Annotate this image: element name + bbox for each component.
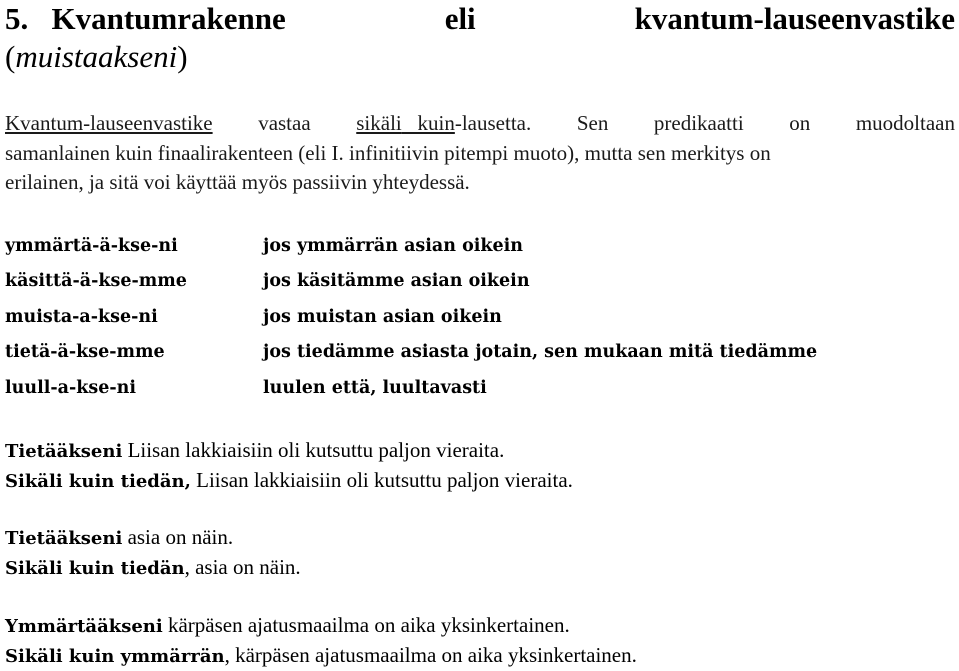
- intro-word: on: [789, 111, 811, 135]
- section-heading: [5, 0, 955, 76]
- heading-word-2: eli: [444, 1, 476, 36]
- example-meaning: jos tiedämme asiasta jotain, sen mukaan mitä tiedämme: [263, 342, 818, 363]
- example-row: [5, 335, 955, 371]
- example-form: käsittä-ä-kse-mme: [5, 271, 187, 292]
- heading-paren-close: ): [177, 39, 188, 74]
- example-sentence: [5, 641, 955, 671]
- reference-term-part-2: kuin: [417, 111, 455, 135]
- example-row: [5, 299, 955, 335]
- example-form: ymmärtä-ä-kse-ni: [5, 235, 178, 256]
- example-meaning: jos muistan asian oikein: [263, 306, 502, 327]
- intro-word: predikaatti: [653, 111, 744, 135]
- sentence-rest: kärpäsen ajatusmaailma on aika yksinkertainen.: [162, 613, 570, 637]
- heading-paren-open: (: [5, 39, 16, 74]
- example-sentence: [5, 523, 955, 553]
- sentence-group-2: [5, 523, 955, 583]
- intro-word: muodoltaan: [855, 111, 955, 135]
- intro-paragraph: [5, 109, 955, 198]
- example-sentence: [5, 466, 955, 496]
- sentence-bold-part: Ymmärtääkseni: [5, 616, 163, 637]
- reference-term-suffix: -lausetta.: [454, 111, 532, 135]
- sentence-rest: , kärpäsen ajatusmaailma on aika yksinkertainen.: [224, 643, 637, 667]
- sentence-rest: Liisan lakkiaisiin oli kutsuttu paljon vieraita.: [122, 438, 505, 462]
- intro-line-3: erilainen, ja sitä voi käyttää myös passiivin yhteydessä.: [5, 170, 470, 194]
- example-form: luull-a-kse-ni: [5, 377, 137, 398]
- sentence-rest: Liisan lakkiaisiin oli kutsuttu paljon vieraita.: [190, 468, 573, 492]
- example-meaning: luulen että, luultavasti: [263, 377, 487, 398]
- sentence-bold-part: Tietääkseni: [5, 441, 123, 462]
- example-sentence: [5, 436, 955, 466]
- example-form: muista-a-kse-ni: [5, 306, 158, 327]
- reference-term-part-1: sikäli: [356, 111, 402, 135]
- heading-word-1: Kvantumrakenne: [51, 1, 286, 36]
- examples-table: [5, 228, 955, 406]
- term-link: Kvantum-lauseenvastike: [5, 111, 213, 135]
- example-row: [5, 370, 955, 406]
- sentence-rest: , asia on näin.: [184, 555, 301, 579]
- heading-number: 5.: [5, 1, 29, 36]
- sentence-bold-part: Sikäli kuin ymmärrän: [5, 646, 225, 667]
- example-row: [5, 228, 955, 264]
- sentence-group-3: [5, 611, 955, 671]
- intro-line-1: [5, 109, 955, 139]
- example-form: tietä-ä-kse-mme: [5, 342, 165, 363]
- heading-word-3: kvantum-lauseenvastike: [634, 1, 955, 36]
- heading-line-2: [5, 38, 955, 76]
- intro-line-2: samanlainen kuin finaalirakenteen (eli I. infinitiivin pitempi muoto), mutta sen merkitys on: [5, 140, 771, 165]
- sentence-bold-part: Sikäli kuin tiedän: [5, 558, 185, 579]
- heading-line-1: [5, 0, 955, 38]
- example-row: [5, 264, 955, 300]
- sentence-group-1: [5, 436, 955, 496]
- intro-word: vastaa: [258, 111, 311, 135]
- sentence-rest: asia on näin.: [122, 525, 234, 549]
- example-meaning: jos käsitämme asian oikein: [263, 271, 530, 292]
- sentence-bold-part: Sikäli kuin tiedän,: [5, 471, 191, 492]
- heading-subtitle: muistaakseni: [15, 39, 178, 74]
- example-meaning: jos ymmärrän asian oikein: [263, 235, 524, 256]
- document-page: [5, 0, 955, 667]
- reference-term: [356, 109, 531, 139]
- heading-number-and-title: [5, 0, 286, 38]
- example-sentence: [5, 611, 955, 641]
- sentence-bold-part: Tietääkseni: [5, 528, 123, 549]
- example-sentence: [5, 553, 955, 583]
- intro-word: Sen: [576, 111, 609, 135]
